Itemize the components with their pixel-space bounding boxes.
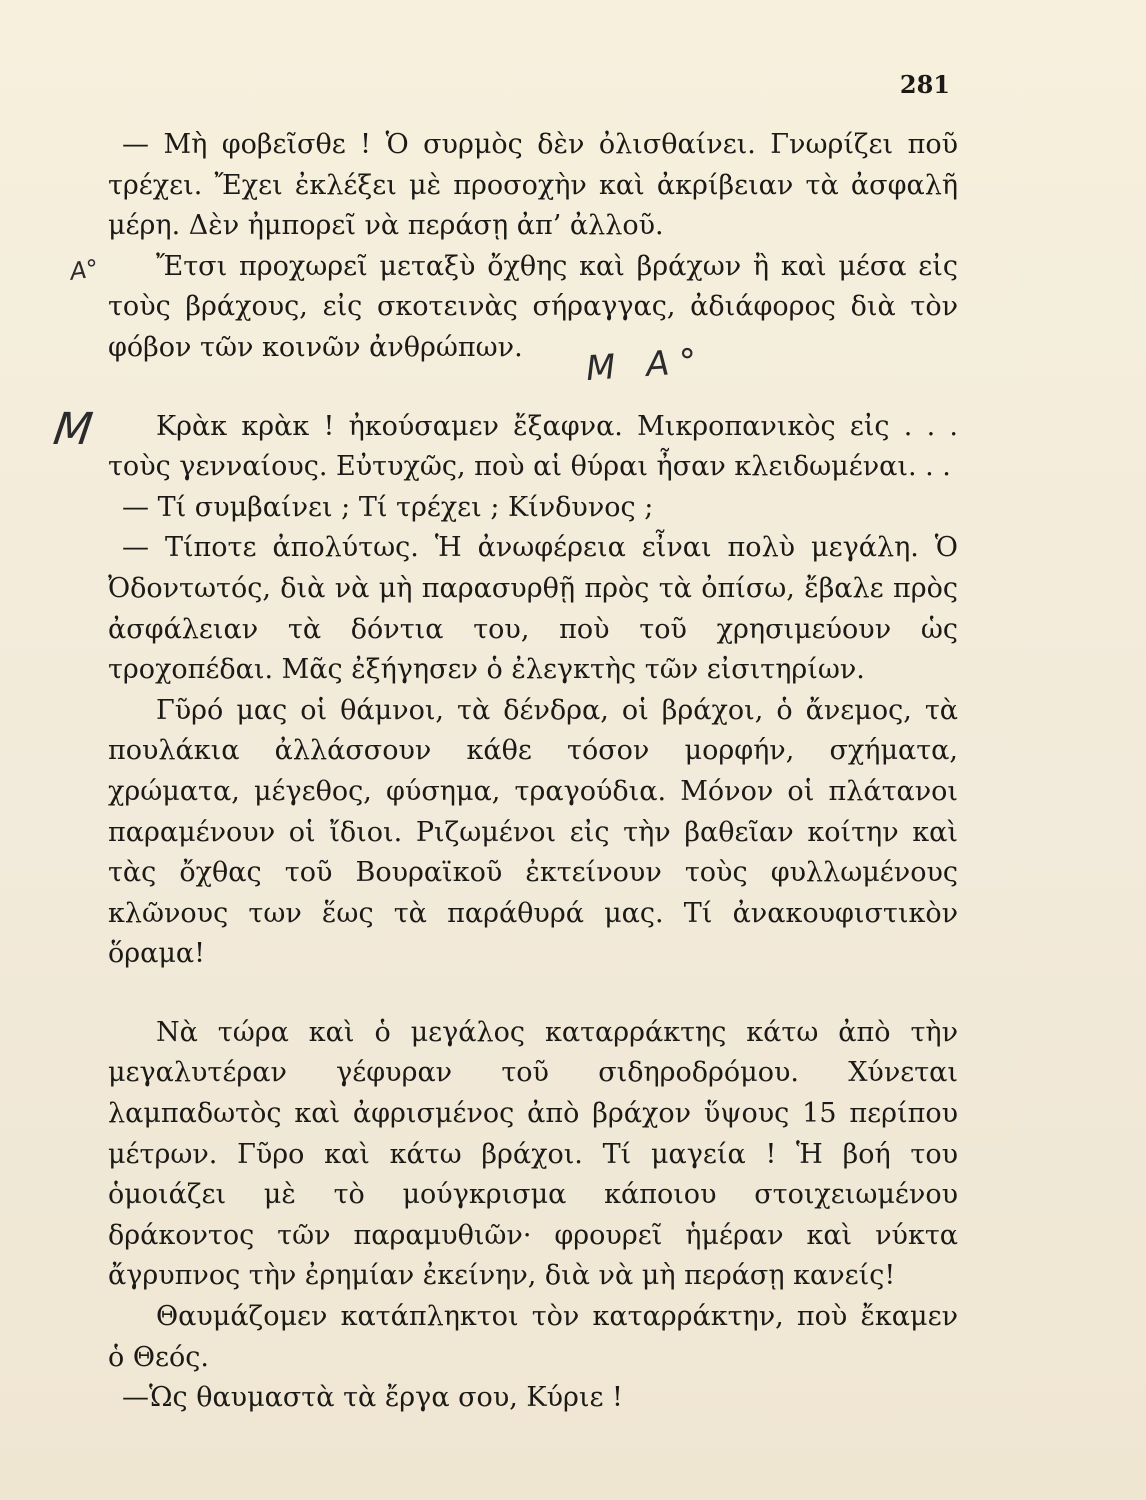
handwritten-inline-note: Μ Α° bbox=[584, 340, 708, 390]
paragraph-9: —Ὡς θαυμαστὰ τὰ ἔργα σου, Κύριε ! bbox=[122, 1382, 623, 1414]
paragraph-4: — Τί συμβαίνει ; Τί τρέχει ; Κίνδυνος ; bbox=[122, 491, 654, 523]
paragraph-8: Θαυμάζομεν κατάπληκτοι τὸν καταρράκτην, ποὺ ἔκαμεν ὁ Θεός. bbox=[108, 1301, 958, 1373]
paragraph-5: — Τίποτε ἀπολύτως. Ἡ ἀνωφέρεια εἶναι πολὺ μεγάλη. Ὁ Ὀδοντωτός, διὰ νὰ μὴ παρασυρθῇ πρὸς τὰ ὀπίσω, ἔβαλε πρὸς ἀσφάλειαν τὰ δόντια του, ποὺ τοῦ χρησιμεύουν ὡς τροχοπέδαι. Μᾶς ἐξήγησεν ὁ ἐλεγκτὴς τῶν εἰσιτηρίων. bbox=[108, 532, 958, 686]
paragraph-6: Γῦρό μας οἱ θάμνοι, τὰ δένδρα, οἱ βράχοι, ὁ ἄνεμος, τὰ πουλάκια ἀλλάσσουν κάθε τόσον μορφήν, σχήματα, χρώματα, μέγεθος, φύσημα, τραγούδια. Μόνον οἱ πλάτανοι παραμένουν οἱ ἴδιοι. Ριζωμένοι εἰς τὴν βαθεῖαν κοίτην καὶ τὰς ὄχθας τοῦ Βουραϊκοῦ ἐκτείνουν τοὺς φυλλωμένους κλῶνους των ἕως τὰ παράθυρά μας. Τί ἀνακουφιστικὸν ὅραμα! bbox=[108, 694, 958, 970]
paragraph-2: Ἔτσι προχωρεῖ μεταξὺ ὄχθης καὶ βράχων ἢ καὶ μέσα εἰς τοὺς βράχους, εἰς σκοτεινὰς σήραγγας, ἀδιάφορος διὰ τὸν φόβον τῶν κοινῶν ἀνθρώπων. bbox=[108, 250, 958, 363]
paragraph-7: Νὰ τώρα καὶ ὁ μεγάλος καταρράκτης κάτω ἀπὸ τὴν μεγαλυτέραν γέφυραν τοῦ σιδηροδρόμου. Χύνεται λαμπαδωτὸς καὶ ἀφρισμένος ἀπὸ βράχον ὕψους 15 περίπου μέτρων. Γῦρο καὶ κάτω βράχοι. Τί μαγεία ! Ἡ βοή του ὁμοιάζει μὲ τὸ μούγκρισμα κάποιου στοιχειωμένου δράκοντος τῶν παραμυθιῶν· φρουρεῖ ἡμέραν καὶ νύκτα ἄγρυπνος τὴν ἐρημίαν ἐκείνην, διὰ νὰ μὴ περάσῃ κανείς! bbox=[108, 1016, 958, 1292]
paragraph-spacer bbox=[108, 975, 958, 1013]
handwritten-margin-note: Α° bbox=[68, 254, 101, 286]
page-number: 281 bbox=[899, 70, 950, 99]
paragraph-3: Κρὰκ κρὰκ ! ἠκούσαμεν ἔξαφνα. Μικροπανικὸς εἰς . . . τοὺς γενναίους. Εὐτυχῶς, ποὺ αἱ θύραι ἦσαν κλειδωμέναι. . . bbox=[108, 410, 958, 483]
main-text bbox=[108, 125, 958, 1419]
paragraph-1: — Μὴ φοβεῖσθε ! Ὁ συρμὸς δὲν ὀλισθαίνει. Γνωρίζει ποῦ τρέχει. Ἔχει ἐκλέξει μὲ προσοχὴν καὶ ἀκρίβειαν τὰ ἀσφαλῆ μέρη. Δὲν ἠμπορεῖ νὰ περάσῃ ἀπ’ ἀλλοῦ. bbox=[108, 129, 958, 242]
handwritten-margin-letter: M bbox=[50, 404, 96, 455]
paragraph-spacer bbox=[108, 369, 958, 407]
